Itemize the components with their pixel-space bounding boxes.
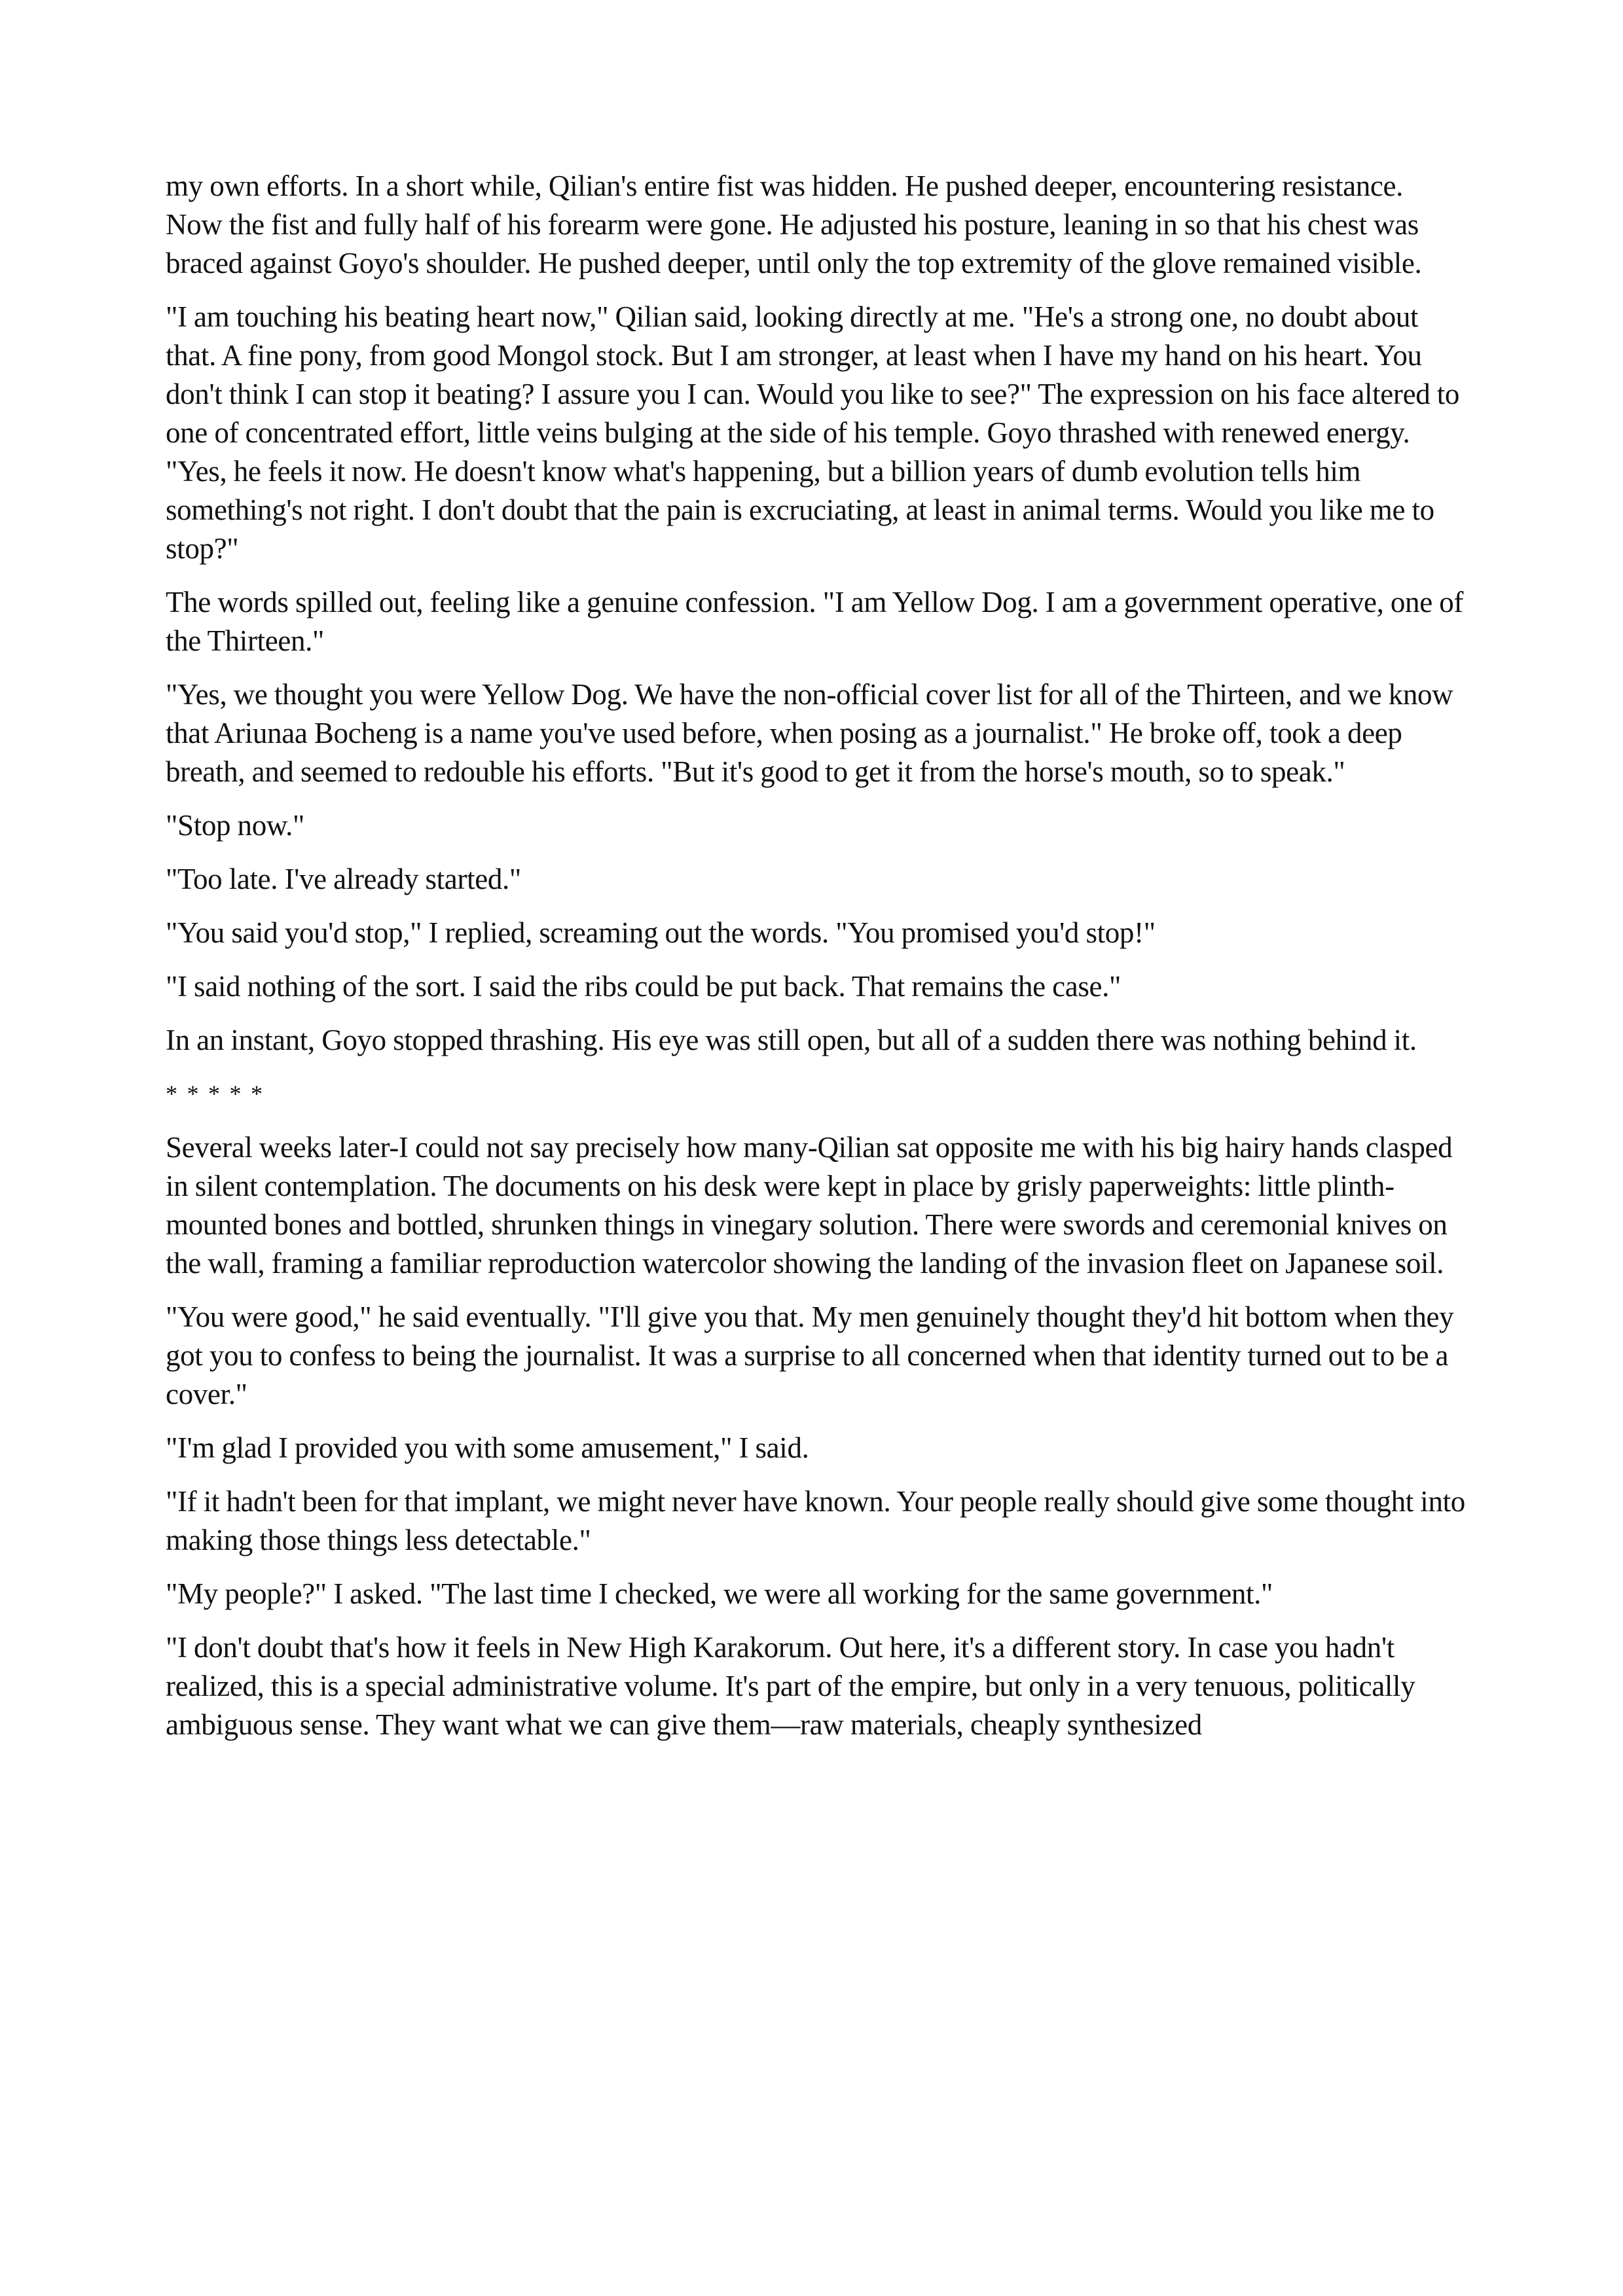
paragraph: In an instant, Goyo stopped thrashing. His eye was still open, but all of a sudden there was nothing behind it. bbox=[166, 1024, 1417, 1056]
paragraph: "I'm glad I provided you with some amusement," I said. bbox=[166, 1431, 809, 1464]
paragraph: "I don't doubt that's how it feels in New High Karakorum. Out here, it's a different story. In case you hadn't realized, this is a special administrative volume. It's part of the empire, but only in a very tenuous, politically ambiguous sense. They want what we can give them—raw materials, cheaply synthesized bbox=[166, 1631, 1415, 1741]
paragraph: "You were good," he said eventually. "I'll give you that. My men genuinely thought they'd hit bottom when they got you to confess to being the journalist. It was a surprise to all concerned when that identity turned out to be a cover." bbox=[166, 1300, 1454, 1410]
paragraph: my own efforts. In a short while, Qilian's entire fist was hidden. He pushed deeper, encountering resistance. Now the fist and fully half of his forearm were gone. He adjusted his posture, leaning in so that his chest was braced against Goyo's shoulder. He pushed deeper, until only the top extremity of the glove remained visible. bbox=[166, 170, 1422, 279]
paragraph: "Too late. I've already started." bbox=[166, 863, 521, 895]
paragraph: The words spilled out, feeling like a genuine confession. "I am Yellow Dog. I am a government operative, one of the Thirteen." bbox=[166, 586, 1464, 657]
section-separator: * * * * * bbox=[166, 1081, 264, 1107]
paragraph: "Yes, we thought you were Yellow Dog. We have the non-official cover list for all of the Thirteen, and we know that Ariunaa Bocheng is a name you've used before, when posing as a journalist." He broke off, took a deep breath, and seemed to redouble his efforts. "But it's good to get it from the horse's mouth, so to speak." bbox=[166, 678, 1453, 788]
paragraph: "If it hadn't been for that implant, we might never have known. Your people really should give some thought into making those things less detectable." bbox=[166, 1485, 1465, 1556]
document-page bbox=[166, 167, 1465, 1759]
paragraph: "My people?" I asked. "The last time I checked, we were all working for the same government." bbox=[166, 1577, 1273, 1610]
paragraph: "Stop now." bbox=[166, 809, 304, 842]
paragraph: Several weeks later-I could not say precisely how many-Qilian sat opposite me with his big hairy hands clasped in silent contemplation. The documents on his desk were kept in place by grisly paperweights: little plinth-mounted bones and bottled, shrunken things in vinegary solution. There were swords and ceremonial knives on the wall, framing a familiar reproduction watercolor showing the landing of the invasion fleet on Japanese soil. bbox=[166, 1131, 1453, 1280]
paragraph: "You said you'd stop," I replied, screaming out the words. "You promised you'd stop!" bbox=[166, 916, 1156, 949]
paragraph: "I said nothing of the sort. I said the ribs could be put back. That remains the case." bbox=[166, 970, 1122, 1003]
paragraph: "I am touching his beating heart now," Qilian said, looking directly at me. "He's a strong one, no doubt about that. A fine pony, from good Mongol stock. But I am stronger, at least when I have my hand on his heart. You don't think I can stop it beating? I assure you I can. Would you like to see?" The expression on his face altered to one of concentrated effort, little veins bulging at the side of his temple. Goyo thrashed with renewed energy. "Yes, he feels it now. He doesn't know what's happening, but a billion years of dumb evolution tells him something's not right. I don't doubt that the pain is excruciating, at least in animal terms. Would you like me to stop?" bbox=[166, 300, 1460, 565]
